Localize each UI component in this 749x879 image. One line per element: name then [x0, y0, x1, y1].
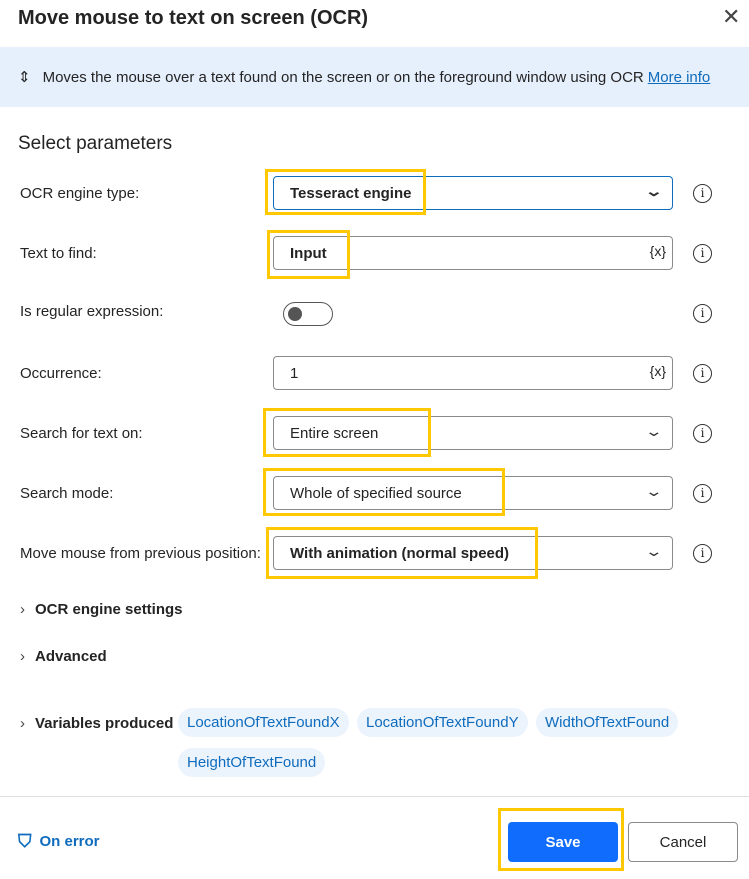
occurrence-label: Occurrence:	[20, 365, 102, 382]
save-button[interactable]: Save	[508, 822, 618, 862]
mouse-move-icon: ⇕	[18, 69, 31, 86]
close-icon[interactable]: ✕	[722, 4, 741, 29]
divider	[0, 796, 749, 797]
move-mouse-value: With animation (normal speed)	[290, 544, 510, 562]
chevron-down-icon: ⌄	[644, 183, 664, 199]
advanced-expander[interactable]	[20, 648, 107, 665]
expander-label: OCR engine settings	[35, 601, 183, 618]
regex-label: Is regular expression:	[20, 303, 164, 320]
text-to-find-label: Text to find:	[20, 245, 97, 262]
info-icon[interactable]: i	[693, 304, 712, 323]
chevron-down-icon: ⌄	[644, 423, 664, 439]
info-icon[interactable]: i	[693, 484, 712, 503]
chevron-right-icon: ›	[20, 715, 25, 732]
search-on-label: Search for text on:	[20, 425, 143, 442]
info-icon[interactable]: i	[693, 424, 712, 443]
banner-text: Moves the mouse over a text found on the screen or on the foreground window using OCR	[42, 68, 644, 86]
occurrence-value: 1	[290, 364, 299, 382]
search-on-dropdown[interactable]	[273, 416, 673, 450]
variable-icon[interactable]: {x}	[649, 363, 666, 379]
section-title: Select parameters	[18, 133, 173, 154]
move-mouse-dropdown[interactable]	[273, 536, 673, 570]
search-mode-label: Search mode:	[20, 485, 114, 502]
on-error-button[interactable]	[18, 831, 100, 852]
info-icon[interactable]: i	[693, 364, 712, 383]
chevron-down-icon: ⌄	[644, 543, 664, 559]
info-icon[interactable]: i	[693, 184, 712, 203]
move-mouse-label: Move mouse from previous position:	[20, 545, 261, 562]
info-banner	[0, 47, 749, 107]
variable-chip[interactable]: HeightOfTextFound	[178, 748, 325, 777]
variable-chip[interactable]: LocationOfTextFoundX	[178, 708, 349, 737]
info-icon[interactable]: i	[693, 544, 712, 563]
ocr-engine-dropdown[interactable]	[273, 176, 673, 210]
search-on-value: Entire screen	[290, 424, 379, 442]
info-icon[interactable]: i	[693, 244, 712, 263]
variable-chip[interactable]: WidthOfTextFound	[536, 708, 678, 737]
variable-icon[interactable]: {x}	[649, 243, 666, 259]
chevron-right-icon: ›	[20, 601, 25, 618]
variable-chip[interactable]: LocationOfTextFoundY	[357, 708, 528, 737]
ocr-settings-expander[interactable]	[20, 601, 183, 618]
cancel-button[interactable]: Cancel	[628, 822, 738, 862]
expander-label: Variables produced	[35, 715, 174, 732]
text-to-find-value: Input	[290, 244, 327, 262]
search-mode-value: Whole of specified source	[290, 484, 462, 502]
regex-toggle[interactable]	[283, 302, 333, 326]
dialog-title: Move mouse to text on screen (OCR)	[18, 7, 369, 29]
search-mode-dropdown[interactable]	[273, 476, 673, 510]
text-to-find-input[interactable]	[273, 236, 673, 270]
shield-icon: ⛉	[18, 831, 32, 851]
chevron-right-icon: ›	[20, 648, 25, 665]
on-error-label: On error	[39, 833, 100, 850]
occurrence-input[interactable]	[273, 356, 673, 390]
ocr-engine-value: Tesseract engine	[290, 184, 412, 202]
expander-label: Advanced	[35, 648, 107, 665]
ocr-engine-label: OCR engine type:	[20, 185, 140, 202]
more-info-link[interactable]: More info	[647, 68, 711, 86]
variables-expander[interactable]	[20, 715, 173, 732]
chevron-down-icon: ⌄	[644, 483, 664, 499]
